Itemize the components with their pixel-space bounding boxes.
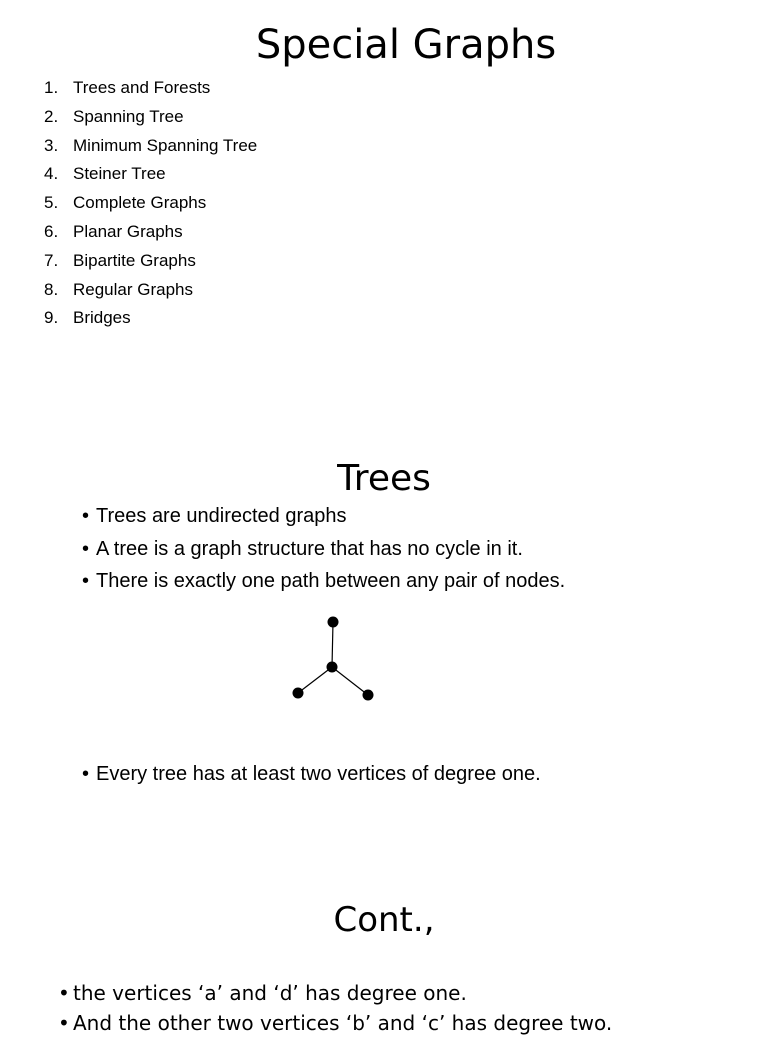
tree-vertex: [363, 690, 374, 701]
list-number: 2.: [44, 106, 59, 126]
list-item-text: Spanning Tree: [73, 106, 184, 126]
tree-graph-figure: [285, 612, 385, 708]
bullet-text: Every tree has at least two vertices of degree one.: [96, 763, 541, 785]
bullet-text: There is exactly one path between any pair of nodes.: [96, 570, 566, 592]
list-item-text: Trees and Forests: [73, 78, 211, 97]
topic-list-item: [44, 247, 257, 276]
topic-list-item: [44, 304, 257, 333]
list-number: 6.: [44, 221, 59, 241]
bullet-icon: •: [58, 981, 70, 1005]
topic-list: [44, 74, 257, 333]
tree-edge: [332, 622, 333, 667]
trees-bullet-list: [82, 500, 565, 598]
list-item-text: Bipartite Graphs: [73, 250, 196, 270]
list-number: 8.: [44, 279, 59, 299]
page-title: Special Graphs: [255, 22, 557, 68]
topic-list-item: [44, 218, 257, 247]
topic-list-item: [44, 189, 257, 218]
list-number: 3.: [44, 135, 59, 155]
cont-bullet-list: [58, 978, 612, 1038]
list-item-text: Bridges: [73, 308, 131, 328]
list-number: 1.: [44, 78, 59, 97]
tree-edge: [332, 667, 368, 695]
section-title-cont: Cont.,: [333, 900, 435, 940]
list-number: 7.: [44, 250, 59, 270]
list-item-text: Regular Graphs: [73, 279, 194, 299]
bullet-text: A tree is a graph structure that has no cycle in it.: [96, 537, 523, 560]
list-item-text: Steiner Tree: [73, 164, 166, 184]
bullet-item: [82, 533, 565, 566]
bullet-text: Trees are undirected graphs: [96, 505, 347, 527]
tree-vertex: [327, 662, 338, 673]
bullet-icon: •: [82, 763, 90, 785]
bullet-item: [58, 978, 612, 1008]
list-number: 4.: [44, 164, 59, 184]
topic-list-item: [44, 74, 257, 103]
topic-list-item: [44, 160, 257, 189]
bullet-icon: •: [58, 1011, 70, 1035]
bullet-item: [82, 758, 541, 791]
bullet-text: the vertices ‘a’ and ‘d’ has degree one.: [73, 981, 467, 1005]
topic-list-item: [44, 103, 257, 132]
list-number: 9.: [44, 308, 59, 328]
bullet-item: [82, 565, 565, 598]
bullet-item: [82, 500, 565, 533]
bullet-icon: •: [82, 505, 90, 527]
list-item-text: Minimum Spanning Tree: [73, 135, 258, 155]
list-number: 5.: [44, 193, 59, 213]
bullet-icon: •: [82, 570, 90, 592]
bullet-text: And the other two vertices ‘b’ and ‘c’ has degree two.: [73, 1011, 613, 1035]
list-item-text: Complete Graphs: [73, 193, 207, 213]
section-title-trees: Trees: [337, 458, 431, 499]
list-item-text: Planar Graphs: [73, 221, 183, 241]
tree-vertex: [328, 617, 339, 628]
tree-vertex: [293, 688, 304, 699]
tree-edge: [298, 667, 332, 693]
degree-bullet-list: [82, 758, 541, 791]
bullet-item: [58, 1008, 612, 1038]
topic-list-item: [44, 132, 257, 161]
topic-list-item: [44, 276, 257, 305]
bullet-icon: •: [82, 537, 90, 560]
